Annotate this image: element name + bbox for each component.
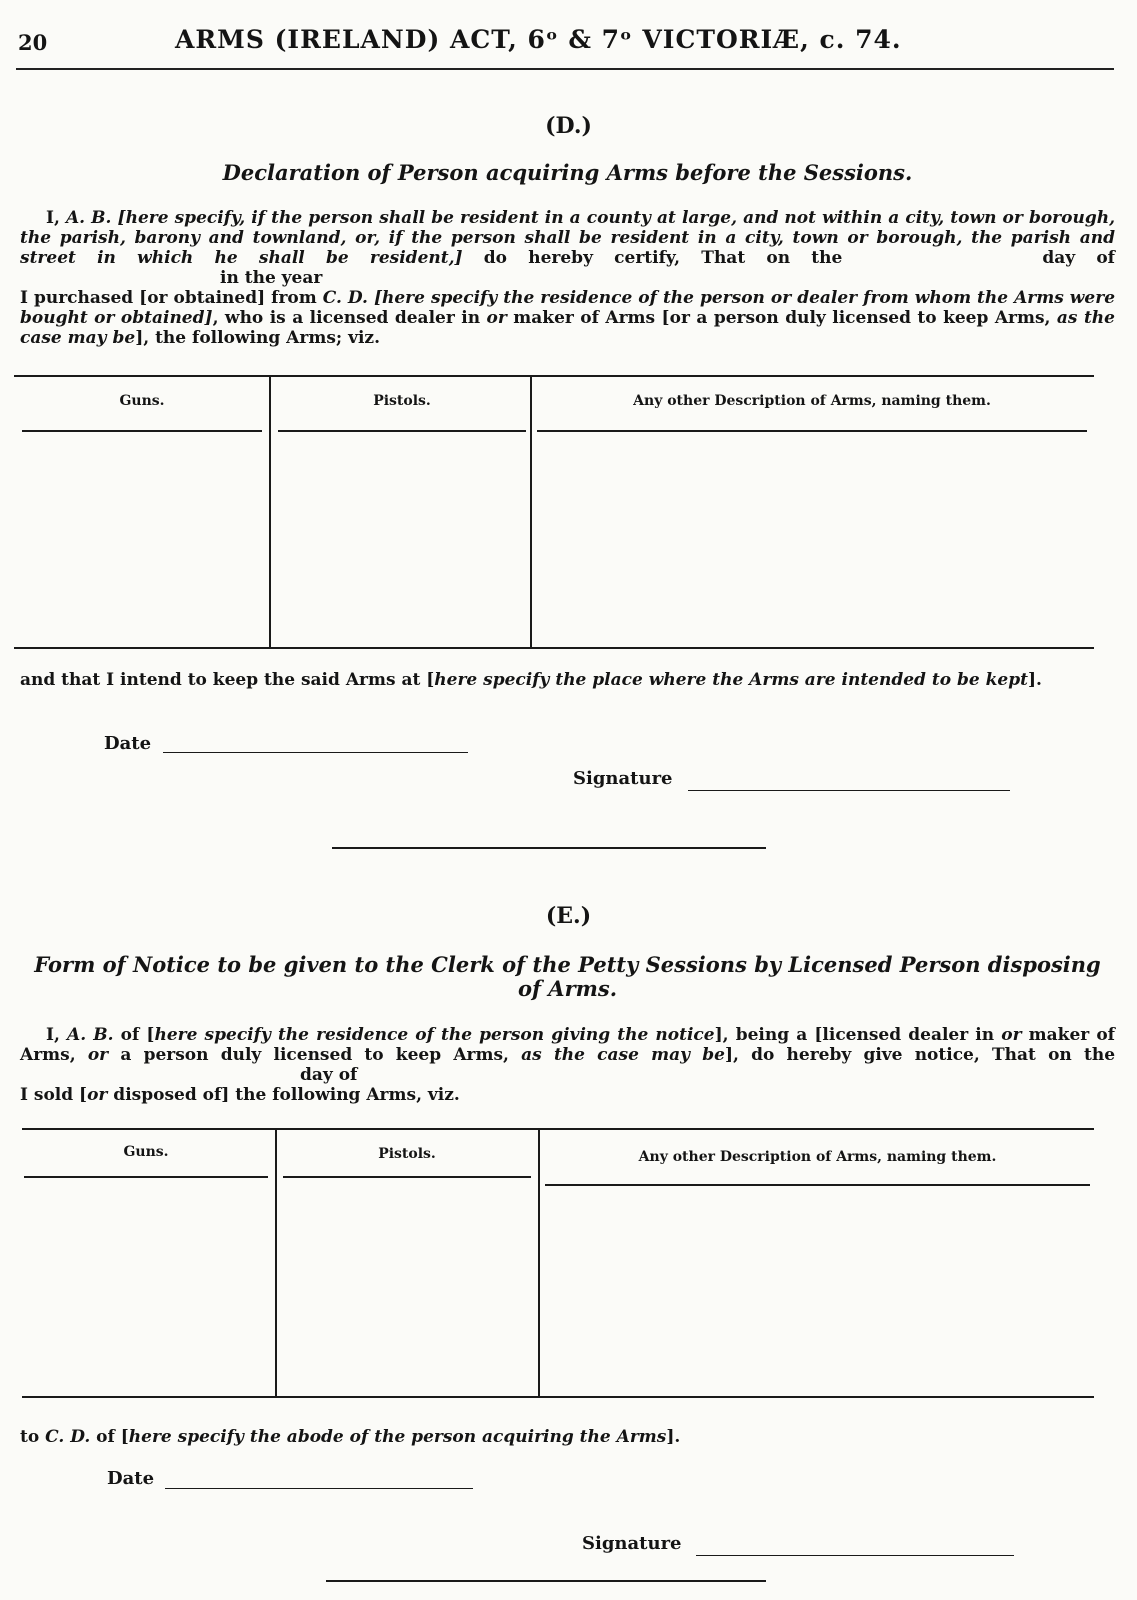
- form-d-signature-label: Signature: [573, 768, 673, 789]
- table-header-rule: [22, 430, 262, 432]
- section-separator: [332, 847, 766, 849]
- column-header-guns: Guns.: [119, 393, 165, 409]
- table-header-rule: [24, 1176, 268, 1178]
- table-column-divider: [269, 375, 271, 648]
- form-d-date-label: Date: [104, 733, 152, 754]
- column-header-guns: Guns.: [123, 1144, 169, 1160]
- table-header-rule: [278, 430, 526, 432]
- column-header-pistols: Pistols.: [378, 1146, 436, 1162]
- table-bottom-rule: [14, 647, 1094, 649]
- form-d-signature-line: [688, 790, 1010, 791]
- form-e-signature-line: [696, 1555, 1014, 1556]
- form-e-recipient-text: to C. D. of [here specify the abode of the person acquiring the Arms].: [20, 1427, 681, 1447]
- form-e-signature-label: Signature: [582, 1533, 682, 1554]
- table-header-rule: [283, 1176, 531, 1178]
- form-e-date-line: [165, 1488, 473, 1489]
- form-e-notice-text: I, A. B. of [here specify the residence of the person giving the notice], being a [licensed dealer in or maker of Arms, or a person duly licensed to keep Arms, as the case may be], do hereby give notice, That on theday of I sold [or disposed of] the following Arms, viz.: [20, 1025, 1116, 1105]
- table-header-rule: [545, 1184, 1090, 1186]
- column-header-pistols: Pistols.: [373, 393, 431, 409]
- table-top-rule: [22, 1128, 1094, 1130]
- form-d-heading: Declaration of Person acquiring Arms before the Sessions.: [222, 160, 913, 185]
- form-e-letter: (E.): [545, 903, 592, 929]
- form-d-keeping-text: and that I intend to keep the said Arms at [here specify the place where the Arms are intended to be kept].: [20, 670, 1042, 690]
- page-number: 20: [18, 30, 48, 55]
- table-column-divider: [530, 375, 532, 648]
- column-header-other-arms: Any other Description of Arms, naming them.: [633, 393, 991, 409]
- form-d-letter: (D.): [545, 113, 592, 139]
- form-d-declaration-text: I, A. B. [here specify, if the person shall be resident in a county at large, and not within a city, town or borough, the parish, barony and townland, or, if the person shall be resident in a city, town or borough, the parish and street in which he shall be resident,] do hereby certify, That on the day ofin the year I purchased [or obtained] from C. D. [here specify the residence of the person or dealer from whom the Arms were bought or obtained], who is a licensed dealer in or maker of Arms [or a person duly licensed to keep Arms, as the case may be], the following Arms; viz.: [20, 208, 1116, 348]
- table-column-divider: [275, 1128, 277, 1396]
- table-bottom-rule: [22, 1396, 1094, 1398]
- form-d-date-line: [163, 752, 468, 753]
- form-e-heading: Form of Notice to be given to the Clerk of the Petty Sessions by Licensed Person disposing of Arms.: [34, 952, 1101, 1001]
- section-separator: [326, 1580, 766, 1582]
- column-header-other-arms: Any other Description of Arms, naming them.: [638, 1149, 997, 1165]
- header-rule: [16, 68, 1114, 70]
- table-header-rule: [537, 430, 1087, 432]
- table-column-divider: [538, 1128, 540, 1396]
- form-e-date-label: Date: [107, 1468, 155, 1489]
- table-top-rule: [14, 375, 1094, 377]
- running-header-title: ARMS (IRELAND) ACT, 6ᵒ & 7ᵒ VICTORIÆ, c. 74.: [175, 25, 902, 54]
